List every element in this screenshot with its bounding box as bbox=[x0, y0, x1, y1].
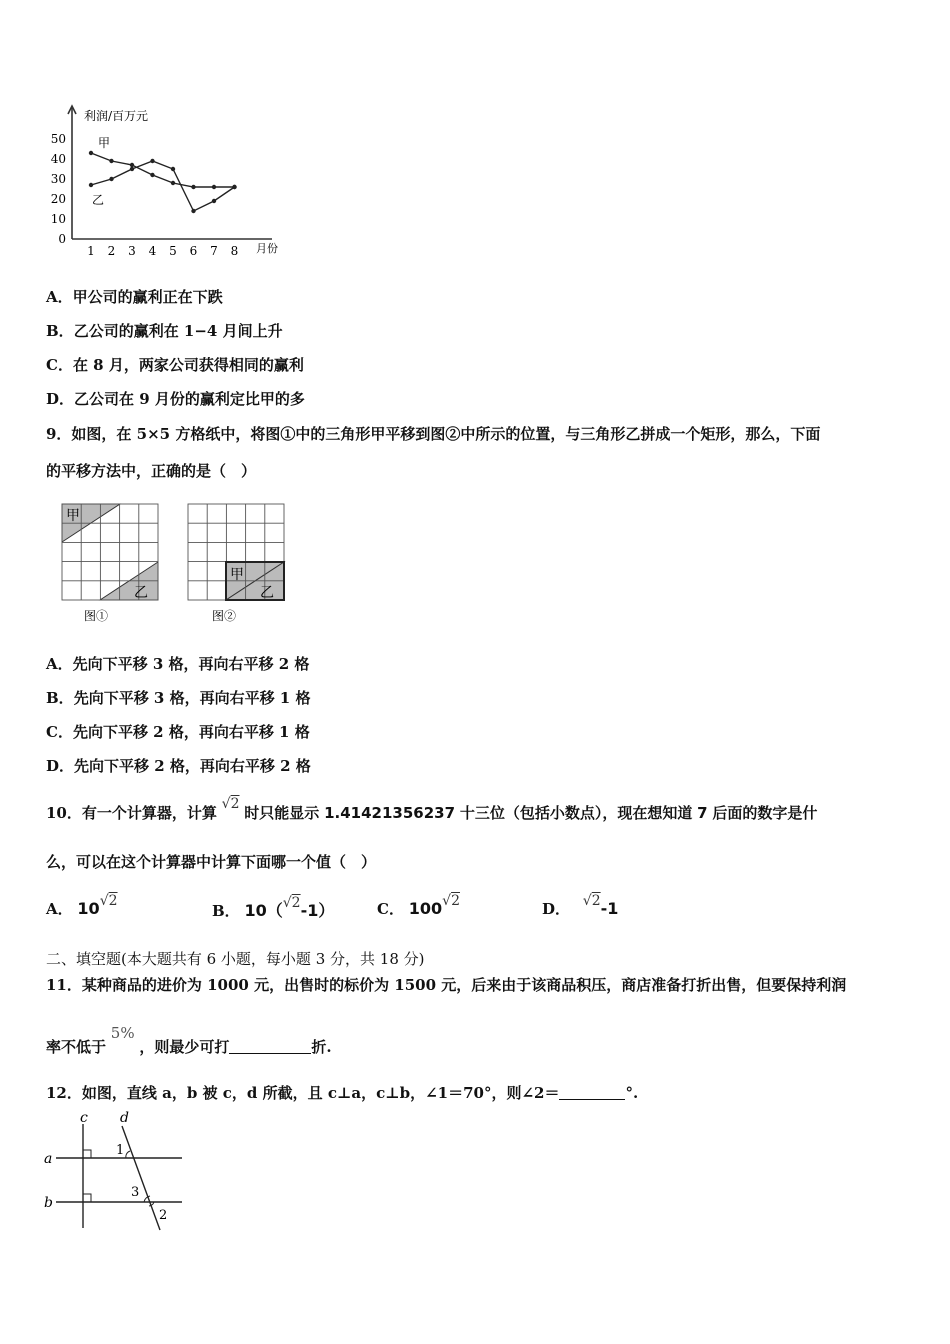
x-axis-label: 月份 bbox=[256, 242, 278, 255]
q8-option-b[interactable]: B．乙公司的赢利在 1−4 月间上升 bbox=[46, 322, 283, 340]
q9-figure-1 bbox=[60, 502, 160, 630]
q8-option-c[interactable]: C．在 8 月，两家公司获得相同的赢利 bbox=[46, 356, 304, 374]
label-yi: 乙 bbox=[260, 585, 274, 601]
label-yi: 乙 bbox=[134, 585, 148, 601]
label-jia: 甲 bbox=[66, 508, 80, 524]
right-angle-a bbox=[83, 1150, 91, 1158]
y-tick-label: 50 bbox=[50, 132, 66, 146]
q10-option-d[interactable]: D． √2-1 bbox=[542, 893, 619, 918]
y-tick-label: 40 bbox=[50, 152, 66, 166]
data-point bbox=[212, 185, 216, 189]
label-angle-2: 2 bbox=[159, 1208, 168, 1223]
x-tick-label: 5 bbox=[169, 244, 177, 258]
q9-stem-line2: 的平移方法中，正确的是（ ） bbox=[46, 462, 257, 480]
q9-figure-2 bbox=[186, 502, 286, 630]
data-point bbox=[212, 199, 216, 203]
y-axis-label: 利润/百万元 bbox=[84, 109, 149, 123]
data-point bbox=[89, 183, 93, 187]
x-tick-label: 3 bbox=[128, 244, 136, 258]
x-tick-label: 2 bbox=[107, 244, 116, 258]
data-point bbox=[150, 173, 154, 177]
y-tick-label: 10 bbox=[50, 212, 66, 226]
label-angle-3: 3 bbox=[131, 1185, 140, 1200]
q10-option-b[interactable]: B． 10（√2-1） bbox=[212, 895, 335, 920]
q9-stem-line1: 9．如图，在 5×5 方格纸中，将图①中的三角形甲平移到图②中所示的位置，与三角形乙拼成一个矩形，那么，下面 bbox=[46, 425, 821, 443]
q11-answer-blank[interactable] bbox=[229, 1039, 311, 1054]
q10-stem-line2: 么，可以在这个计算器中计算下面哪一个值（ ） bbox=[46, 853, 377, 871]
y-tick-label: 30 bbox=[50, 172, 66, 186]
line-d bbox=[122, 1126, 160, 1230]
series-label-jia: 甲 bbox=[98, 136, 111, 150]
sqrt-2: √2 bbox=[221, 796, 240, 812]
q12-figure bbox=[40, 1106, 190, 1236]
series-line-jia bbox=[91, 153, 235, 187]
q10-option-a[interactable]: A． 10√2 bbox=[46, 893, 118, 918]
y-tick-label: 20 bbox=[50, 192, 66, 206]
q8-option-a[interactable]: A．甲公司的赢利正在下跌 bbox=[46, 288, 223, 306]
data-point bbox=[150, 159, 154, 163]
label-angle-1: 1 bbox=[116, 1143, 125, 1158]
q9-option-b[interactable]: B．先向下平移 3 格，再向右平移 1 格 bbox=[46, 689, 311, 707]
data-point bbox=[109, 159, 113, 163]
q11-stem-line1: 11．某种商品的进价为 1000 元，出售时的标价为 1500 元，后来由于该商品积压，商店准备打折出售，但要保持利润 bbox=[46, 976, 847, 994]
label-c: c bbox=[80, 1110, 88, 1126]
q10-stem-line1: 10．有一个计算器，计算 √2 时只能显示 1.41421356237 十三位（包括小数点），现在想知道 7 后面的数字是什 bbox=[46, 796, 818, 822]
y-tick-label: 0 bbox=[58, 232, 66, 246]
data-point bbox=[130, 163, 134, 167]
profit-line-chart bbox=[40, 100, 300, 262]
x-tick-label: 1 bbox=[87, 244, 95, 258]
q10-option-c[interactable]: C． 100√2 bbox=[377, 893, 460, 918]
data-point bbox=[191, 185, 195, 189]
q12-stem: 12．如图，直线 a，b 被 c，d 所截，且 c⊥a，c⊥b，∠1＝70°，则∠2＝ °. bbox=[46, 1084, 639, 1102]
q9-option-c[interactable]: C．先向下平移 2 格，再向右平移 1 格 bbox=[46, 723, 310, 741]
x-tick-label: 7 bbox=[210, 244, 218, 258]
series-label-yi: 乙 bbox=[92, 193, 105, 207]
data-point bbox=[171, 167, 175, 171]
data-point bbox=[89, 151, 93, 155]
data-point bbox=[191, 209, 195, 213]
caption-fig2: 图② bbox=[212, 609, 237, 623]
q12-answer-blank[interactable] bbox=[559, 1085, 625, 1100]
label-d: d bbox=[120, 1110, 129, 1126]
data-point bbox=[130, 167, 134, 171]
x-tick-label: 6 bbox=[189, 244, 198, 258]
angle-1-arc bbox=[126, 1151, 130, 1158]
q9-option-a[interactable]: A．先向下平移 3 格，再向右平移 2 格 bbox=[46, 655, 310, 673]
label-a: a bbox=[44, 1151, 53, 1167]
q8-option-d[interactable]: D．乙公司在 9 月份的赢利定比甲的多 bbox=[46, 390, 305, 408]
caption-fig1: 图① bbox=[84, 609, 109, 623]
q9-option-d[interactable]: D．先向下平移 2 格，再向右平移 2 格 bbox=[46, 757, 311, 775]
x-tick-label: 8 bbox=[230, 244, 239, 258]
label-b: b bbox=[44, 1195, 53, 1211]
label-jia: 甲 bbox=[230, 567, 244, 583]
data-point bbox=[109, 177, 113, 181]
percent-value: 5% bbox=[110, 1024, 135, 1042]
data-point bbox=[171, 181, 175, 185]
q11-stem-line2: 率不低于 5% ，则最少可打 折. bbox=[46, 1024, 332, 1056]
section-heading: 二、填空题(本大题共有 6 小题，每小题 3 分，共 18 分) bbox=[46, 950, 425, 968]
right-angle-b bbox=[83, 1194, 91, 1202]
data-point bbox=[232, 185, 236, 189]
x-tick-label: 4 bbox=[148, 244, 157, 258]
